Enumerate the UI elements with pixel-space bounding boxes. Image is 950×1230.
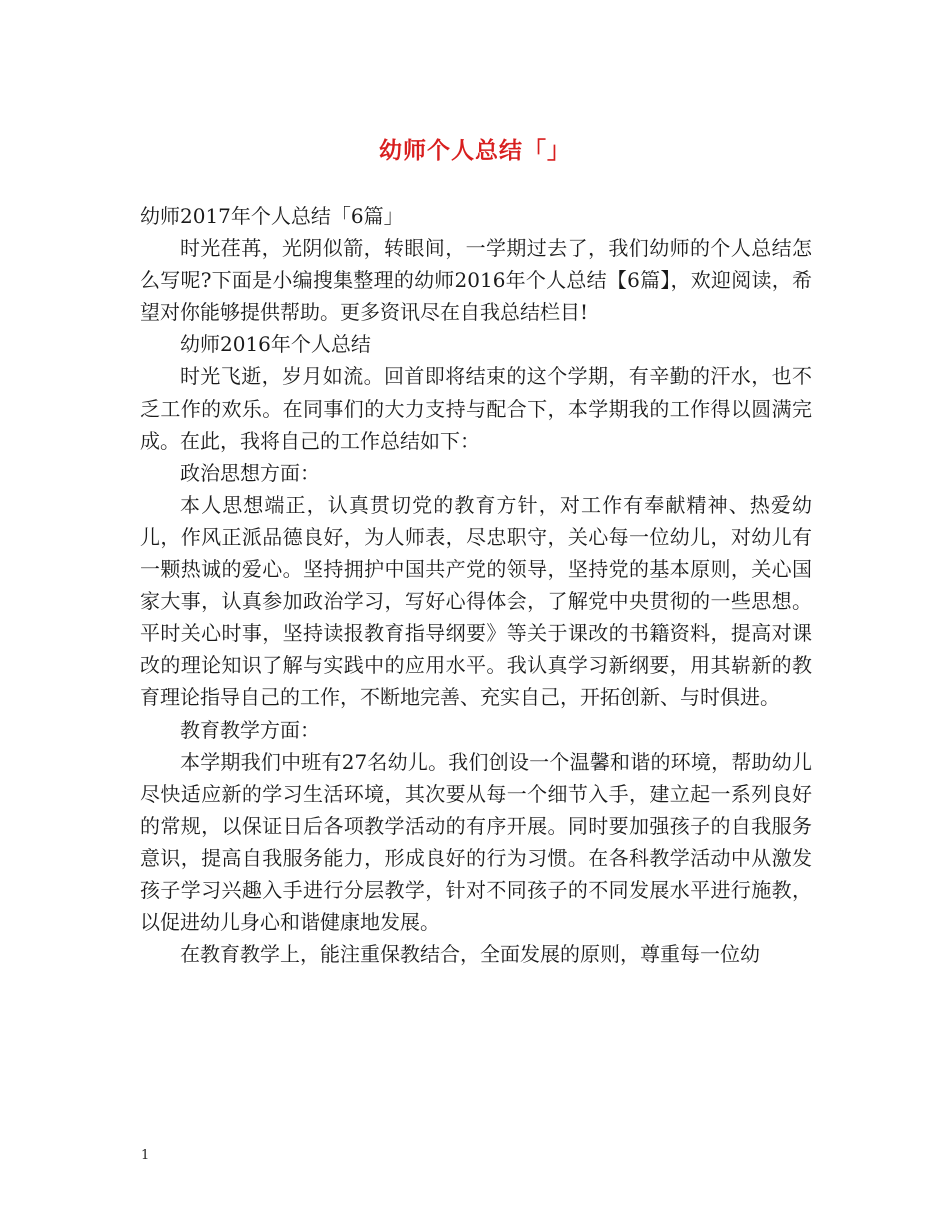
section-heading: 政治思想方面： [180,460,320,485]
paragraph: 本人思想端正，认真贯切党的教育方针，对工作有奉献精神、热爱幼儿，作风正派品德良好，为人师表，尽忠职守，关心每一位幼儿，对幼儿有一颗热诚的爱心。坚持拥护中国共产党的领导，坚持党的基本原则，关心国家大事，认真参加政治学习，写好心得体会，了解党中央贯彻的一些思想。平时关心时事，坚持读报教育指导纲要》等关于课改的书籍资料，提高对课改的理论知识了解与实践中的应用水平。我认真学习新纲要，用其崭新的教育理论指导自己的工作，不断地完善、充实自己，开拓创新、与时俱进。 [140,492,812,710]
paragraph: 幼师2017年个人总结「6篇」 [140,204,404,228]
document-body [140,200,812,970]
paragraph: 在教育教学上，能注重保教结合，全面发展的原则，尊重每一位幼 [180,942,760,967]
page-number: 1 [141,1148,150,1163]
paragraph: 时光飞逝，岁月如流。回首即将结束的这个学期，有辛勤的汗水，也不乏工作的欢乐。在同事们的大力支持与配合下，本学期我的工作得以圆满完成。在此，我将自己的工作总结如下： [140,364,812,453]
page-title: 幼师个人总结「」 [379,137,571,164]
section-heading: 幼师2016年个人总结 [180,332,371,357]
paragraph: 本学期我们中班有27名幼儿。我们创设一个温馨和谐的环境，帮助幼儿尽快适应新的学习生活环境，其次要从每一个细节入手，建立起一系列良好的常规，以保证日后各项教学活动的有序开展。同时要加强孩子的自我服务意识，提高自我服务能力，形成良好的行为习惯。在各科教学活动中从激发孩子学习兴趣入手进行分层教学，针对不同孩子的不同发展水平进行施教，以促进幼儿身心和谐健康地发展。 [140,749,812,935]
paragraph: 时光荏苒，光阴似箭，转眼间，一学期过去了，我们幼师的个人总结怎么写呢?下面是小编搜集整理的幼师2016年个人总结【6篇】，欢迎阅读，希望对你能够提供帮助。更多资讯尽在自我总结栏目! [140,236,812,325]
section-heading: 教育教学方面： [180,717,320,742]
